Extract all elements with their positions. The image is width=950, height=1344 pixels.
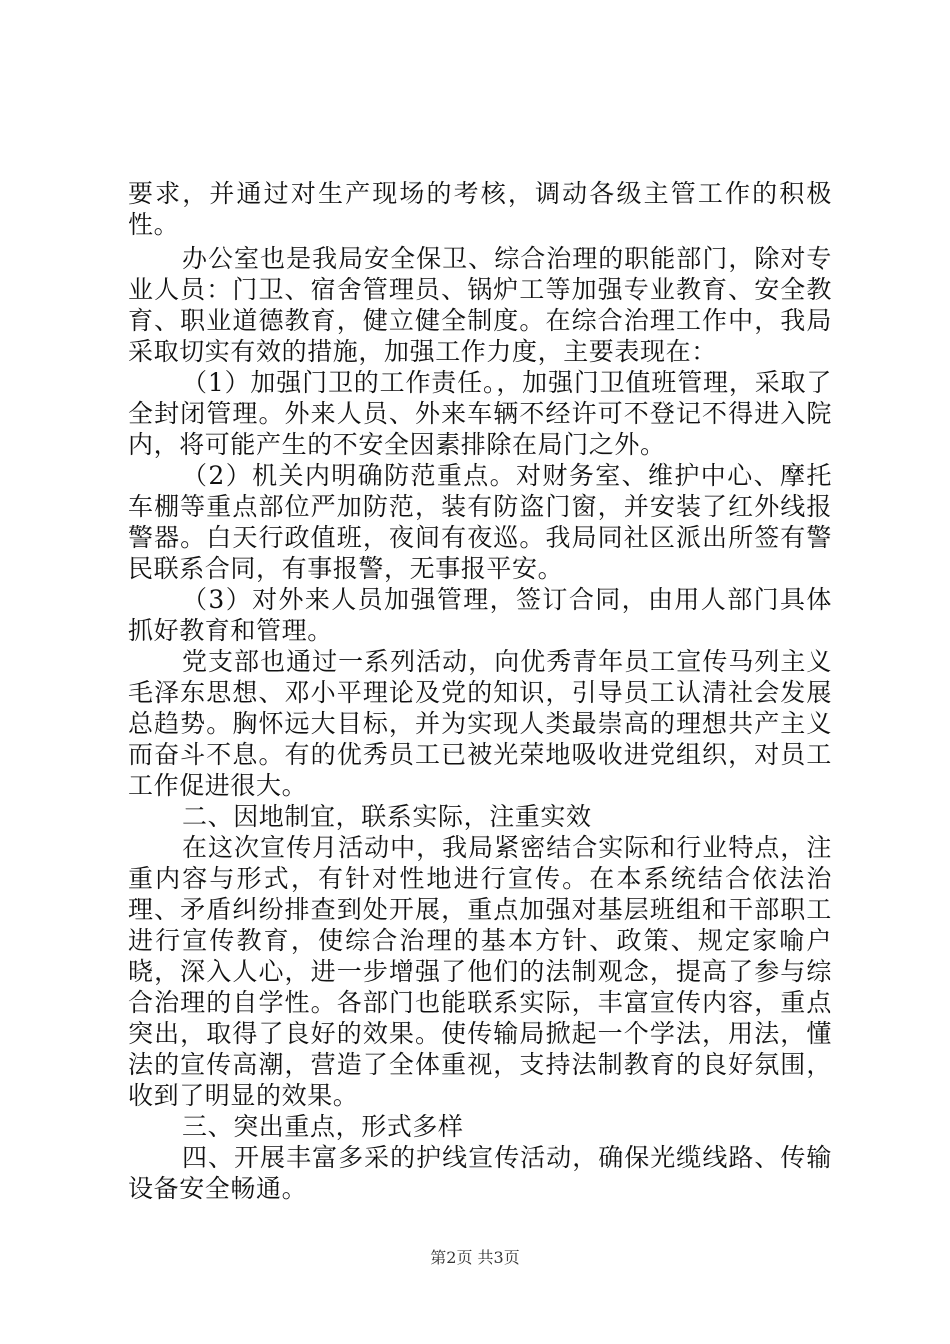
paragraph-item-2: （2）机关内明确防范重点。对财务室、维护中心、摩托车棚等重点部位严加防范，装有防盗门窗，并安装了红外线报警器。白天行政值班，夜间有夜巡。我局同社区派出所签有警民联系合同，有事报警，无事报平安。 (128, 461, 832, 583)
page-number-footer: 第2页 共3页 (430, 1248, 520, 1267)
document-body (128, 243, 832, 1204)
section-heading-2: 二、因地制宜，联系实际，注重实效 (182, 802, 592, 831)
paragraph-party-branch: 党支部也通过一系列活动，向优秀青年员工宣传马列主义毛泽东思想、邓小平理论及党的知识，引导员工认清社会发展总趋势。胸怀远大目标，并为实现人类最崇高的理想共产主义而奋斗不息。有的优秀员工已被光荣地吸收进党组织，对员工工作促进很大。 (128, 647, 832, 800)
paragraph-item-1: （1）加强门卫的工作责任。，加强门卫值班管理，采取了全封闭管理。外来人员、外来车辆不经许可不登记不得进入院内，将可能产生的不安全因素排除在局门之外。 (128, 368, 832, 459)
paragraph-publicity-month: 在这次宣传月活动中，我局紧密结合实际和行业特点，注重内容与形式，有针对性地进行宣传。在本系统结合依法治理、矛盾纠纷排查到处开展，重点加强对基层班组和干部职工进行宣传教育，使综合治理的基本方针、政策、规定家喻户晓，深入人心，进一步增强了他们的法制观念，提高了参与综合治理的自学性。各部门也能联系实际，丰富宣传内容，重点突出，取得了良好的效果。使传输局掀起一个学法，用法，懂法的宣传高潮，营造了全体重视，支持法制教育的良好氛围，收到了明显的效果。 (128, 833, 832, 1110)
paragraph-office-security: 办公室也是我局安全保卫、综合治理的职能部门，除对专业人员：门卫、宿舍管理员、锅炉工等加强专业教育、安全教育、职业道德教育，健立健全制度。在综合治理工作中，我局采取切实有效的措施，加强工作力度，主要表现在： (128, 244, 832, 366)
section-heading-4: 四、开展丰富多采的护线宣传活动，确保光缆线路、传输设备安全畅通。 (128, 1143, 832, 1203)
continuation-line: 要求，并通过对生产现场的考核，调动各级主管工作的积极性。 (128, 179, 832, 239)
section-heading-3: 三、突出重点，形式多样 (182, 1112, 464, 1141)
paragraph-item-3: （3）对外来人员加强管理，签订合同，由用人部门具体抓好教育和管理。 (128, 585, 832, 645)
